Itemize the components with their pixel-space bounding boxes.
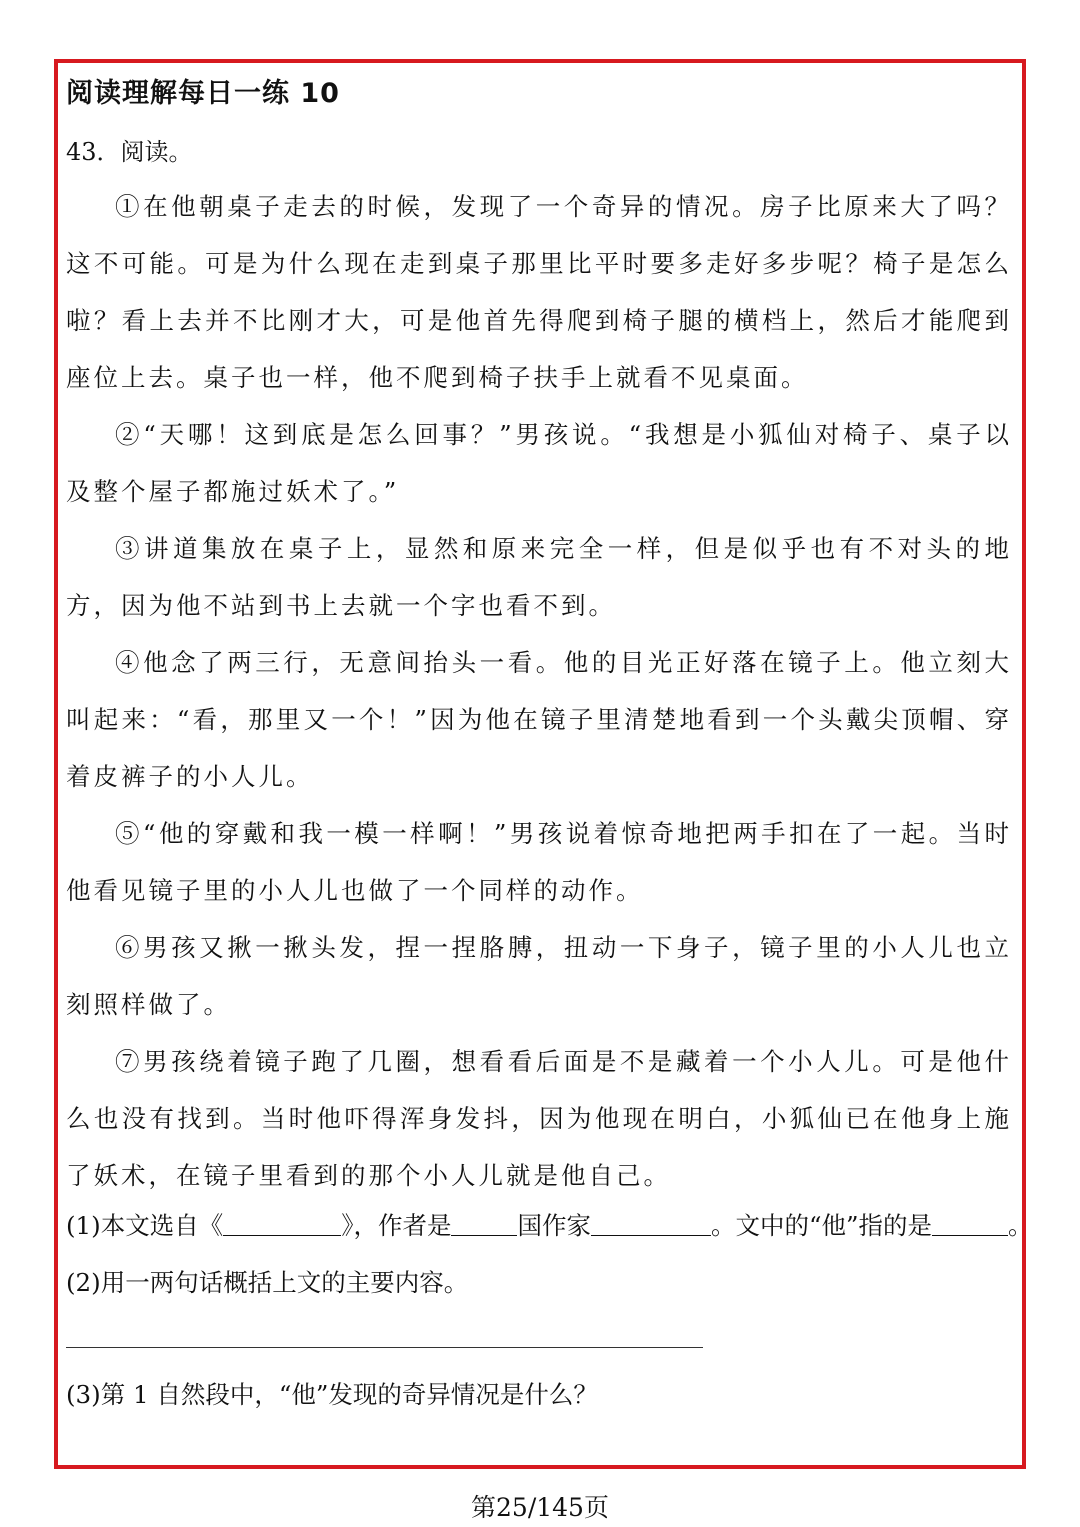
- question-2: (2)用一两句话概括上文的主要内容。: [66, 1268, 469, 1297]
- question-3: (3)第 1 自然段中，“他”发现的奇异情况是什么？: [66, 1380, 598, 1409]
- page-number: 第25/145页: [471, 1493, 609, 1522]
- page-title: 阅读理解每日一练 10: [66, 78, 340, 109]
- question-1-text-e: 。: [1008, 1211, 1033, 1240]
- paragraph-marker: ④: [115, 648, 144, 677]
- paragraph-text: “天哪！这到底是怎么回事？”男孩说。“我想是小狐仙对椅子、桌子以及整个屋子都施过妖术了。”: [66, 420, 1012, 506]
- question-1-text-c: 国作家: [517, 1211, 591, 1240]
- paragraph-marker: ①: [115, 192, 144, 221]
- answer-blank-he-refers-to[interactable]: [932, 1211, 1008, 1236]
- paragraph-text: 在他朝桌子走去的时候，发现了一个奇异的情况。房子比原来大了吗？这不可能。可是为什么现在走到桌子那里比平时要多走好多步呢？椅子是怎么啦？看上去并不比刚才大，可是他首先得爬到椅子腿的横档上，然后才能爬到座位上去。桌子也一样，他不爬到椅子扶手上就看不见桌面。: [66, 192, 1013, 392]
- answer-blank-country[interactable]: [451, 1211, 517, 1236]
- question-1-text-b: 》，作者是: [341, 1211, 452, 1240]
- passage-paragraph-6: [66, 919, 1012, 1033]
- passage-paragraph-2: [66, 406, 1012, 520]
- question-1-text-a: (1)本文选自《: [66, 1211, 224, 1240]
- answer-line-question-2[interactable]: [66, 1347, 703, 1348]
- reading-passage: [66, 178, 1012, 1204]
- paragraph-marker: ③: [115, 534, 144, 563]
- passage-paragraph-4: [66, 634, 1012, 805]
- passage-paragraph-3: [66, 520, 1012, 634]
- passage-paragraph-1: [66, 178, 1012, 406]
- question-list: [66, 1206, 1033, 1303]
- answer-blank-author[interactable]: [591, 1211, 711, 1236]
- paragraph-text: 讲道集放在桌子上，显然和原来完全一样，但是似乎也有不对头的地方，因为他不站到书上去就一个字也看不到。: [66, 534, 1012, 620]
- paragraph-text: 他念了两三行，无意间抬头一看。他的目光正好落在镜子上。他立刻大叫起来：“看，那里又一个！”因为他在镜子里清楚地看到一个头戴尖顶帽、穿着皮裤子的小人儿。: [66, 648, 1013, 791]
- paragraph-marker: ⑥: [115, 933, 144, 962]
- paragraph-marker: ②: [115, 420, 144, 449]
- paragraph-marker: ⑦: [115, 1047, 144, 1076]
- paragraph-text: 男孩又揪一揪头发，捏一捏胳膊，扭动一下身子，镜子里的小人儿也立刻照样做了。: [66, 933, 1013, 1019]
- question-1-text-d: 。文中的“他”指的是: [710, 1211, 933, 1240]
- question-1: [66, 1206, 1033, 1246]
- paragraph-text: “他的穿戴和我一模一样啊！”男孩说着惊奇地把两手扣在了一起。当时他看见镜子里的小人儿也做了一个同样的动作。: [66, 819, 1012, 905]
- question-number: 43．阅读。: [66, 138, 193, 166]
- answer-blank-book-title[interactable]: [223, 1211, 341, 1236]
- passage-paragraph-5: [66, 805, 1012, 919]
- paragraph-marker: ⑤: [115, 819, 143, 848]
- paragraph-text: 男孩绕着镜子跑了几圈，想看看后面是不是藏着一个小人儿。可是他什么也没有找到。当时他吓得浑身发抖，因为他现在明白，小狐仙已在他身上施了妖术，在镜子里看到的那个小人儿就是他自己。: [66, 1047, 1013, 1190]
- passage-paragraph-7: [66, 1033, 1012, 1204]
